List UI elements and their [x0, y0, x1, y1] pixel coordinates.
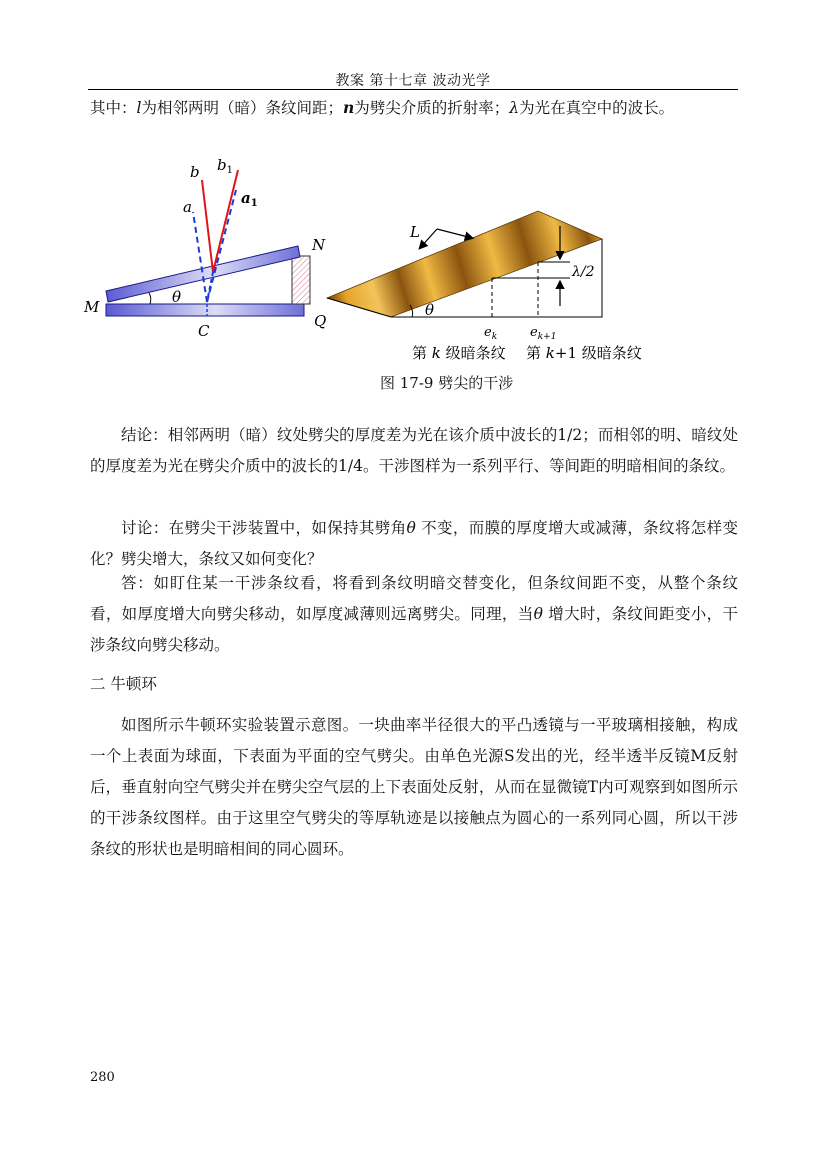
label-a1: $a_1$ [241, 189, 258, 209]
ray-b1-red [213, 170, 238, 272]
L-arrow-1 [420, 229, 437, 248]
label-fringe-k: 第 k 级暗条纹 [412, 344, 506, 362]
conclusion-paragraph: 结论：相邻两明（暗）纹处劈尖的厚度差为光在该介质中波长的1/2；而相邻的明、暗纹处的厚度差为光在劈尖介质中的波长的1/4。干涉图样为一系列平行、等间距的明暗相间的条纹。 [90, 426, 738, 475]
intro-paragraph: 其中：l为相邻两明（暗）条纹间距；n为劈尖介质的折射率；λ为光在真空中的波长。 [90, 98, 675, 117]
spacer-block [292, 256, 310, 304]
left-wedge-diagram [83, 156, 326, 340]
section-heading-newton-rings: 二 牛顿环 [90, 675, 157, 693]
right-wedge-diagram [327, 211, 642, 362]
theta-arc-left [149, 293, 151, 304]
newton-rings-paragraph: 如图所示牛顿环实验装置示意图。一块曲率半径很大的平凸透镜与一平玻璃相接触，构成一个上表面为球面，下表面为平面的空气劈尖。由单色光源S发出的光，经半透半反镜M反射后，垂直射向空气劈尖并在劈尖空气层的上下表面处反射，从而在显微镜T内可观察到如图所示的干涉条纹图样。由于这里空气劈尖的等厚轨迹是以接触点为圆心的一系列同心圆，所以干涉条纹的形状也是明暗相间的同心圆环。 [90, 716, 738, 858]
label-b1: $b_1$ [217, 156, 233, 176]
label-theta-right: θ [425, 301, 435, 319]
answer-paragraph: 答：如盯住某一干涉条纹看，将看到条纹明暗交替变化，但条纹间距不变，从整个条纹看，如厚度增大向劈尖移动，如厚度减薄则远离劈尖。同理，当θ 增大时，条纹间距变小，干涉条纹向劈尖移动。 [90, 574, 738, 654]
label-theta-left: θ [172, 288, 182, 306]
label-fringe-k1: 第 k+1 级暗条纹 [526, 344, 642, 362]
label-Q: Q [314, 312, 327, 330]
L-arrow-2 [437, 229, 472, 238]
ray-b-red [202, 180, 213, 272]
ray-a-blue [193, 212, 207, 302]
label-half-lambda: λ/2 [572, 264, 595, 280]
label-b: b [190, 163, 200, 181]
label-M: M [84, 298, 100, 316]
figure-caption: 图 17-9 劈尖的干涉 [380, 374, 514, 392]
ray-a1-blue [207, 190, 236, 302]
bottom-glass-plate [106, 304, 304, 316]
fringe-wedge-surface [327, 211, 602, 317]
top-glass-plate [106, 246, 300, 302]
label-C: C [198, 322, 210, 340]
discussion-paragraph: 讨论：在劈尖干涉装置中，如保持其劈角θ 不变，而膜的厚度增大或减薄，条纹将怎样变化？劈尖增大，条纹又如何变化？ [90, 519, 738, 568]
page-header: 教案 第十七章 波动光学 [335, 73, 491, 89]
label-N: N [312, 236, 326, 254]
label-a: a [183, 198, 192, 216]
label-ek: $e_k$ [484, 325, 498, 342]
label-L: L [410, 223, 420, 241]
page-number: 280 [90, 1070, 115, 1085]
label-ek1: $e_{k+1}$ [530, 325, 557, 342]
wedge-interference-figure [0, 0, 825, 400]
